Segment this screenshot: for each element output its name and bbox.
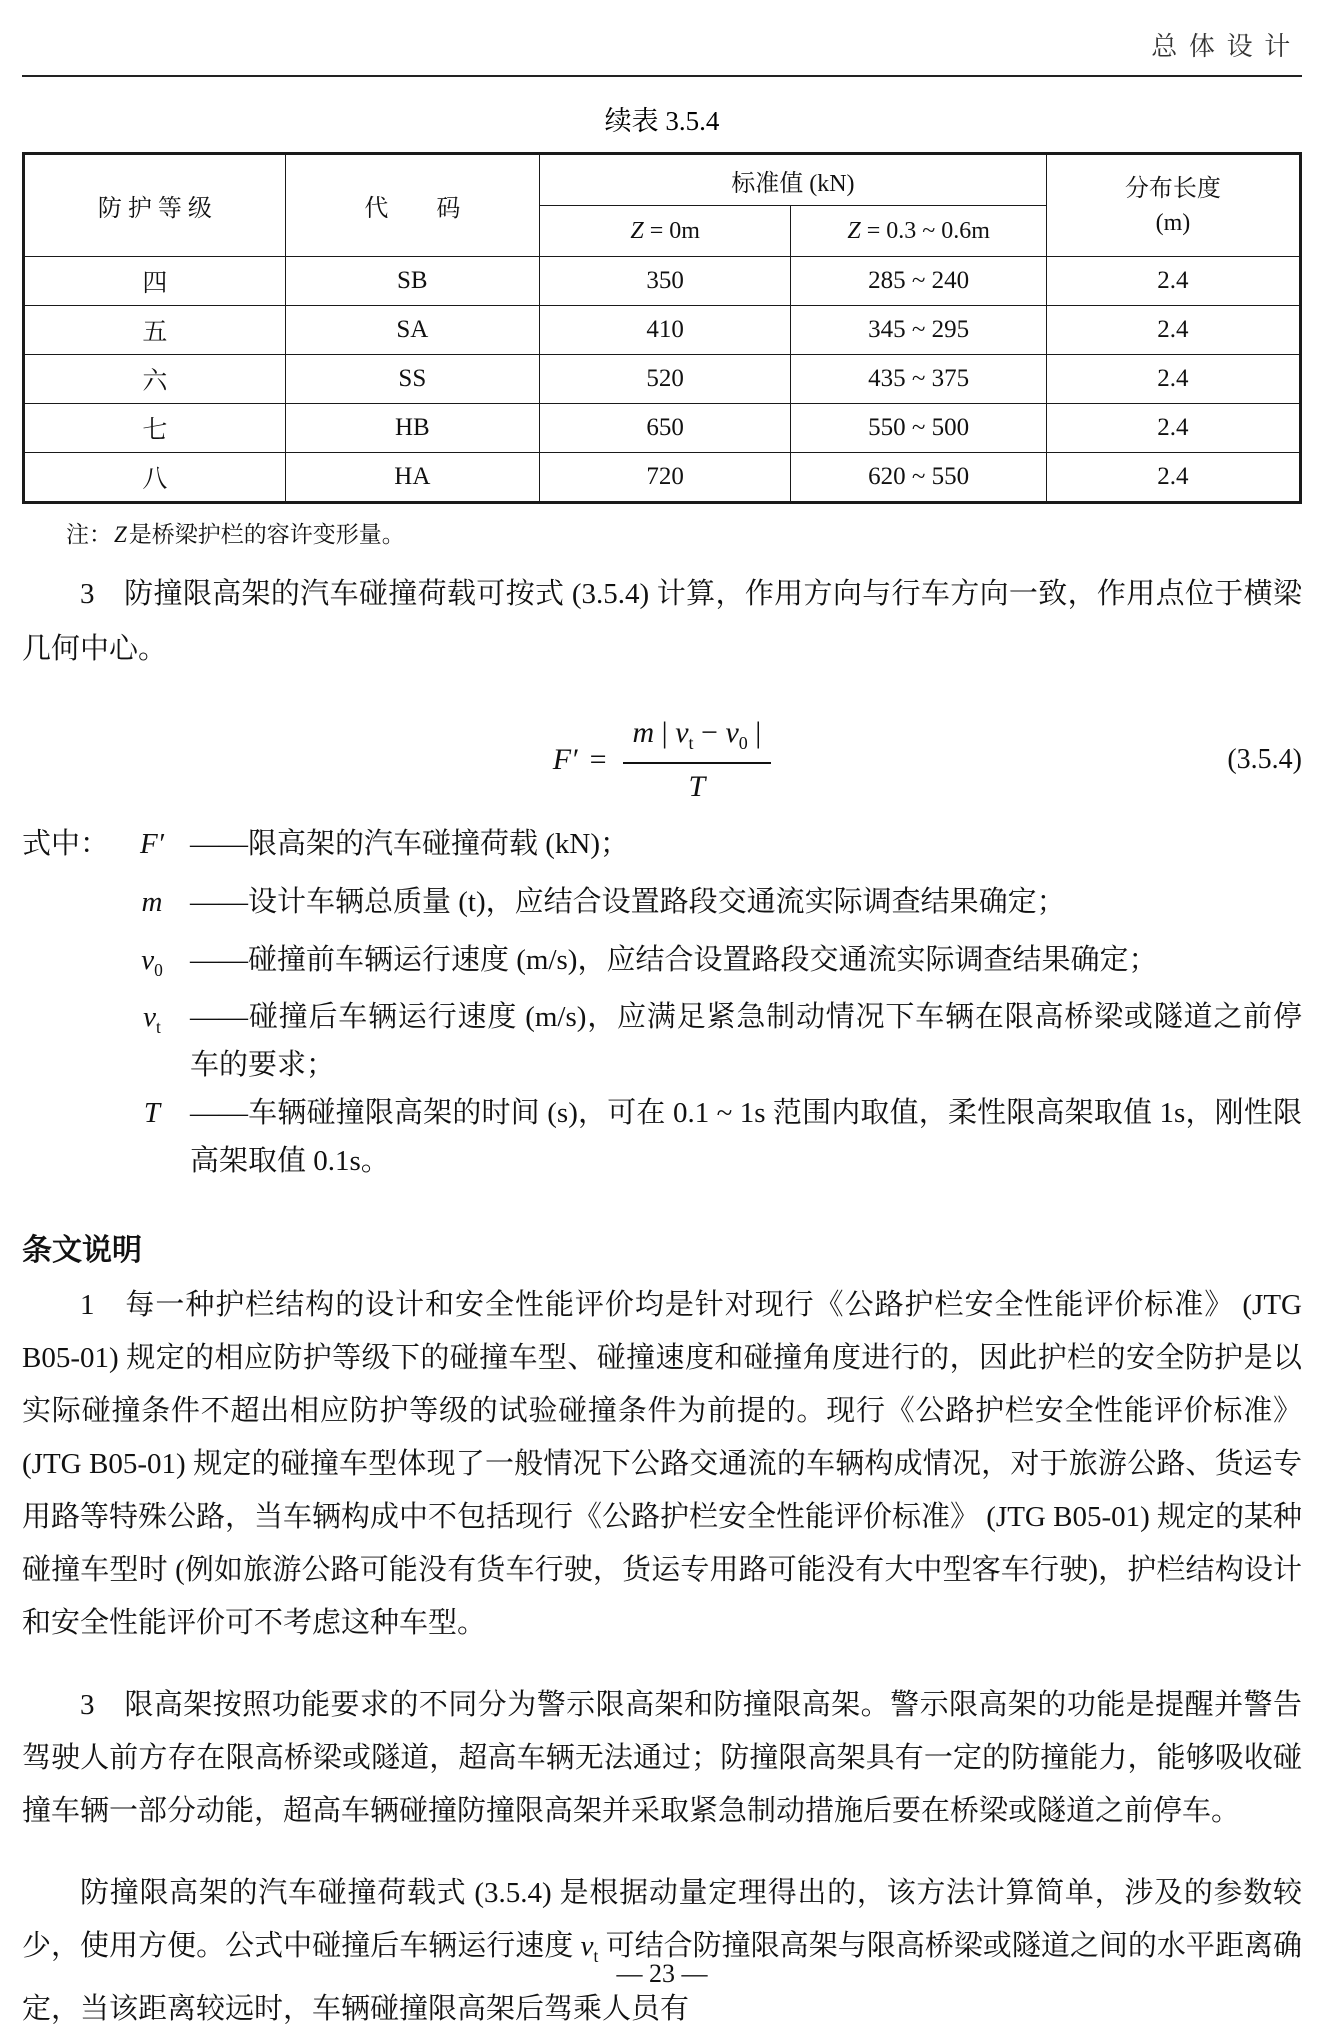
cell-length: 2.4: [1046, 453, 1300, 503]
cell-z0: 350: [539, 257, 791, 306]
col-header-z0: [539, 206, 791, 257]
distribution-length-label: 分布长度: [1124, 175, 1221, 202]
col-header-standard-value: 标准值 (kN): [539, 154, 1046, 206]
cell-length: 2.4: [1046, 404, 1300, 453]
note-text: 是桥梁护栏的容许变形量。: [128, 522, 405, 547]
cell-level: 六: [24, 355, 286, 404]
definition-desc: ——设计车辆总质量 (t)，应结合设置路段交通流实际调查结果确定；: [190, 885, 1066, 918]
definition-row: [22, 993, 1302, 1089]
formula-equals: =: [589, 743, 607, 776]
z03-value: = 0.3 ~ 0.6m: [860, 217, 990, 244]
term-base: T: [143, 1097, 161, 1130]
definition-term: [114, 993, 190, 1089]
cell-level: 八: [24, 453, 286, 503]
formula-3-5-4: [22, 706, 1302, 814]
table-row: [24, 257, 1301, 306]
formula-bar-close: |: [755, 716, 762, 749]
formula-equation-number: (3.5.4): [1227, 744, 1302, 775]
cell-length: 2.4: [1046, 257, 1300, 306]
definition-desc: ——碰撞后车辆运行速度 (m/s)，应满足紧急制动情况下车辆在限高桥梁或隧道之前停车的要求；: [190, 1001, 1302, 1082]
cell-length: 2.4: [1046, 306, 1300, 355]
term-base: v: [143, 1001, 157, 1034]
cell-z0: 410: [539, 306, 791, 355]
cell-z03: 435 ~ 375: [791, 355, 1046, 404]
term-sub: t: [156, 1017, 161, 1038]
cell-code: HA: [285, 453, 539, 503]
definition-row: [22, 878, 1302, 936]
formula-bar-open: |: [661, 716, 668, 749]
term-base: v: [141, 943, 155, 976]
col-header-protection-level: 防 护 等 级: [24, 154, 286, 257]
table-row: [24, 404, 1301, 453]
formula-sub-t: t: [688, 733, 694, 753]
definition-term: [114, 820, 190, 878]
cell-level: 七: [24, 404, 286, 453]
where-spacer: [22, 1089, 114, 1185]
cell-z0: 650: [539, 404, 791, 453]
table-row: [24, 306, 1301, 355]
running-header: 总体设计: [22, 0, 1302, 77]
cell-z03: 550 ~ 500: [791, 404, 1046, 453]
vt-base: v: [580, 1930, 594, 1963]
col-header-code: 代 码: [285, 154, 539, 257]
note-prefix: 注：: [66, 522, 112, 547]
table-row: [24, 453, 1301, 503]
definition-desc: ——车辆碰撞限高架的时间 (s)，可在 0.1 ~ 1s 范围内取值，柔性限高架取值 1s，刚性限高架取值 0.1s。: [190, 1097, 1302, 1178]
commentary-paragraph-3: 3 限高架按照功能要求的不同分为警示限高架和防撞限高架。警示限高架的功能是提醒并警告驾驶人前方存在限高桥梁或隧道，超高车辆无法通过；防撞限高架具有一定的防撞能力，能够吸收碰撞车辆一部分动能，超高车辆碰撞防撞限高架并采取紧急制动措施后要在桥梁或隧道之前停车。: [22, 1689, 1302, 1828]
cell-z03: 620 ~ 550: [791, 453, 1046, 503]
z-variable: Z: [847, 217, 861, 244]
where-spacer: [22, 936, 114, 994]
commentary-paragraph-1: 1 每一种护栏结构的设计和安全性能评价均是针对现行《公路护栏安全性能评价标准》 (JTG B05-01) 规定的相应防护等级下的碰撞车型、碰撞速度和碰撞角度进行的，因此护栏的安全防护是以实际碰撞条件不超出相应防护等级的试验碰撞条件为前提的。现行《公路护栏安全性能评价标准》 (JTG B05-01) 规定的碰撞车型体现了一般情况下公路交通流的车辆构成情况，对于旅游公路、货运专用路等特殊公路，当车辆构成中不包括现行《公路护栏安全性能评价标准》 (JTG B05-01) 规定的某种碰撞车型时 (例如旅游公路可能没有货车行驶，货运专用路可能没有大中型客车行驶)，护栏结构设计和安全性能评价可不考虑这种车型。: [22, 1289, 1303, 1640]
formula-var-vt: v: [675, 716, 689, 749]
formula-lhs: F′: [552, 743, 578, 776]
col-header-distribution-length: [1046, 154, 1300, 257]
table-row: [24, 355, 1301, 404]
cell-code: SS: [285, 355, 539, 404]
cell-z03: 345 ~ 295: [791, 306, 1046, 355]
definition-desc: ——碰撞前车辆运行速度 (m/s)，应结合设置路段交通流实际调查结果确定；: [190, 943, 1158, 976]
cell-code: SA: [285, 306, 539, 355]
term-base: m: [141, 885, 163, 918]
term-base: F′: [139, 828, 165, 860]
spec-table: [22, 152, 1302, 504]
commentary-paragraph-4: [22, 1867, 1302, 2036]
cell-z0: 520: [539, 355, 791, 404]
paragraph4-vt-variable: [580, 1930, 599, 1967]
formula-var-m: m: [632, 716, 655, 749]
z-variable: Z: [630, 217, 644, 244]
definition-desc: ——限高架的汽车碰撞荷载 (kN)；: [190, 828, 630, 860]
table-title: 续表 3.5.4: [604, 106, 720, 136]
paragraph4-pre: 防撞限高架的汽车碰撞荷载式 (3.5.4) 是根据动量定理得出的，该方法计算简单，涉及的参数较少，使用方便。公式中碰撞后车辆运行速度: [22, 1877, 1302, 1963]
cell-code: SB: [285, 257, 539, 306]
cell-z0: 720: [539, 453, 791, 503]
commentary-heading: 条文说明: [22, 1234, 142, 1268]
distribution-length-unit: (m): [1155, 209, 1191, 236]
vt-sub: t: [593, 1946, 599, 1967]
note-z-variable: Z: [114, 522, 127, 547]
formula-minus: −: [701, 716, 718, 749]
cell-code: HB: [285, 404, 539, 453]
definition-term: [114, 936, 190, 994]
where-label: 式中：: [22, 828, 110, 860]
definition-row: [22, 820, 1302, 878]
formula-denominator: T: [688, 770, 706, 803]
clause-paragraph-3: 3 防撞限高架的汽车碰撞荷载可按式 (3.5.4) 计算，作用方向与行车方向一致，作用点位于横梁几何中心。: [22, 578, 1302, 665]
formula-definitions: [22, 820, 1302, 1185]
table-header-row-1: [24, 154, 1301, 206]
definition-row: [22, 1089, 1302, 1185]
page-number: — 23 —: [616, 1959, 708, 1988]
cell-level: 四: [24, 257, 286, 306]
col-header-z03-06: [791, 206, 1046, 257]
definition-term: [114, 1089, 190, 1185]
cell-length: 2.4: [1046, 355, 1300, 404]
formula-var-v0: v: [725, 716, 739, 749]
formula-fraction: [623, 716, 772, 804]
where-spacer: [22, 993, 114, 1089]
cell-level: 五: [24, 306, 286, 355]
cell-z03: 285 ~ 240: [791, 257, 1046, 306]
definition-term: [114, 878, 190, 936]
z0-value: = 0m: [643, 217, 700, 244]
table-note: [66, 516, 1302, 549]
paragraph4-post: 可结合防撞限高架与限高桥梁或隧道之间的水平距离确定，当该距离较远时，车辆碰撞限高架后驾乘人员有: [22, 1930, 1302, 2026]
term-sub: 0: [154, 959, 163, 980]
formula-sub-0: 0: [738, 733, 748, 753]
definition-row: [22, 936, 1302, 994]
where-spacer: [22, 878, 114, 936]
formula-numerator: [623, 716, 772, 764]
